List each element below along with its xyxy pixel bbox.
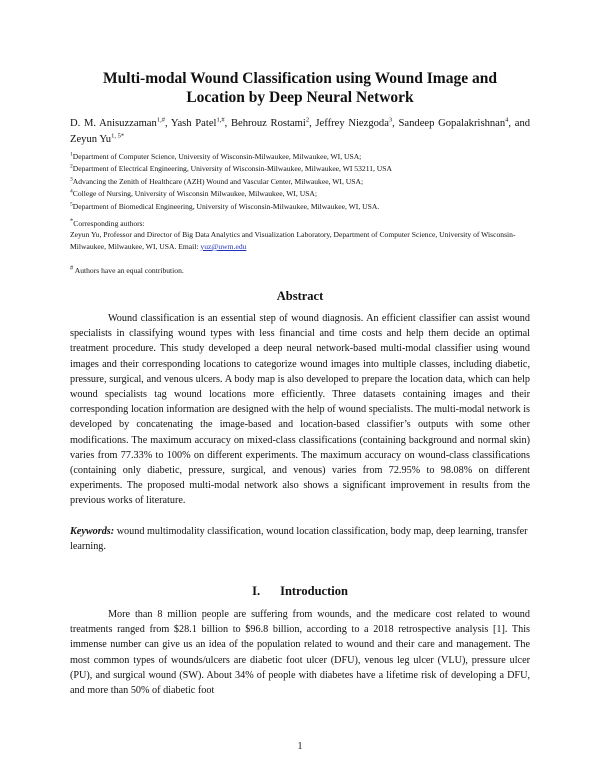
title-line-2: Location by Deep Neural Network bbox=[186, 89, 414, 106]
introduction-text: More than 8 million people are suffering from wounds, and the medicare cost related to wound treatments ranged from $28.1 billion to $96.8 billion, according to a 2018 retrospective analysis [1]. This immense number can give us an idea of the population related to wound and their care and management. The most common types of wounds/ulcers are diabetic foot ulcer (DFU), venous leg ulcer (VLU), pressure ulcer (PU), and surgical wound (SW). About 34% of people with diabetes have a lifetime risk of developing a DFU, and more than 50% of diabetic foot bbox=[70, 609, 530, 697]
affiliation: $^1$Department of Computer Science, University of Wisconsin-Milwaukee, Milwaukee, WI, USA; bbox=[70, 151, 362, 161]
section-number: I. bbox=[252, 584, 261, 598]
paper-title bbox=[70, 69, 530, 107]
author-list: D. M. Anisuzzaman$^{1,\#}$, Yash Patel$^{1,\#}$, Behrouz Rostami$^2$, Jeffrey Niezgoda$^3$, Sandeep Gopalakrishnan$^4$, and Zeyun $Yu^{1, 5*}$ bbox=[70, 116, 531, 145]
author: Behrouz Rostami$^2$ bbox=[230, 116, 310, 129]
affiliation: $^4$College of Nursing, University of Wisconsin Milwaukee, Milwaukee, WI, USA; bbox=[70, 188, 318, 199]
keywords-text: wound multimodality classification, wound location classification, body map, deep learning, transfer learning. bbox=[70, 526, 528, 553]
author: Zeyun $Yu^{1, 5*}$ bbox=[70, 132, 125, 145]
corresponding-authors bbox=[70, 218, 530, 252]
email-link[interactable]: yuz@uwm.edu bbox=[200, 241, 247, 251]
section-heading bbox=[0, 584, 600, 599]
author: Sandeep Gopalakrishnan$^4$ bbox=[398, 116, 509, 129]
abstract-text: Wound classification is an essential step of wound diagnosis. An efficient classifier can assist wound specialists in classifying wound types with less financial and time costs and help them decide an optimal treatment procedure. This study developed a deep neural network-based multi-modal classifier using wound images and their corresponding locations to categorize wound images into multiple classes, including diabetic, pressure, surgical, and venous ulcers. A body map is also developed to prepare the location data, which can help wound specialists tag wound locations more efficiently. Three datasets containing images and their corresponding location information are designed with the help of wound specialists. The multi-modal network is developed by concatenating the image-based and location-based classifier’s outputs with some other modifications. The maximum accuracy on mixed-class classifications (containing background and normal skin) varies from 77.33% to 100% on different experiments. The maximum accuracy on wound-class classifications (containing only diabetic, pressure, surgical, and venous) varies from 72.95% to 98.08% on different experiments. The proposed multi-modal network also shows a significant improvement in results from the previous works of literature. bbox=[70, 313, 530, 507]
affiliations bbox=[70, 151, 540, 213]
keywords bbox=[70, 524, 530, 554]
title-line-1: Multi-modal Wound Classification using Wound Image and bbox=[103, 70, 497, 87]
keywords-label: Keywords: bbox=[70, 526, 115, 537]
corresponding-label: *Corresponding authors: bbox=[70, 217, 145, 228]
abstract-heading: Abstract bbox=[276, 289, 324, 303]
affiliation: $^5$Department of Biomedical Engineering, University of Wisconsin-Milwaukee, Milwaukee, WI, USA. bbox=[70, 201, 380, 211]
equal-contribution-note: # Authors have an equal contribution. bbox=[70, 264, 184, 275]
affiliation: $^3$Advancing the Zenith of Healthcare (AZH) Wound and Vascular Center, Milwaukee, WI, USA; bbox=[70, 176, 364, 186]
section-title: Introduction bbox=[280, 584, 348, 598]
affiliation: $^2$Department of Electrical Engineering, University of Wisconsin-Milwaukee, Milwaukee, WI 53211, USA bbox=[70, 163, 393, 174]
corresponding-text: Zeyun Yu, Professor and Director of Big Data Analytics and Visualization Laboratory, Department of Computer Science, University of Wisconsin-Milwaukee, Milwaukee, WI, USA. Email: yuz@uwm.edu bbox=[70, 230, 516, 251]
author: Yash Patel$^{1,\#}$ bbox=[170, 116, 225, 129]
author: Jeffrey Niezgoda$^3$ bbox=[315, 116, 393, 129]
author: D. M. Anisuzzaman$^{1,\#}$ bbox=[70, 116, 165, 129]
page-number: 1 bbox=[297, 741, 303, 752]
